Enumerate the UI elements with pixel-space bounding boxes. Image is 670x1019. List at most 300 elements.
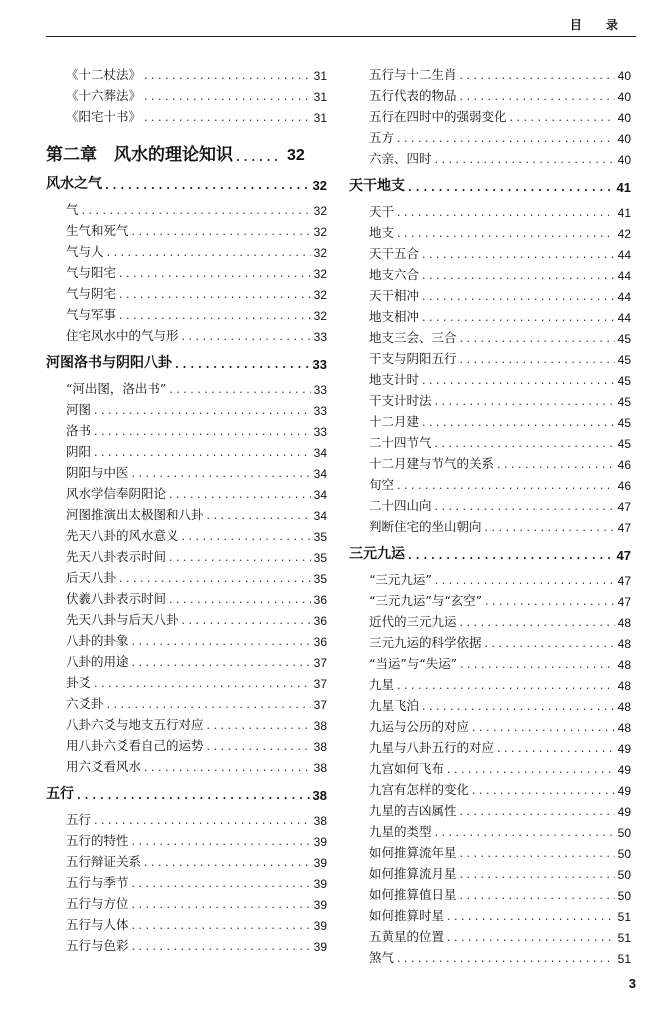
toc-entry-page: 31 [313, 90, 327, 104]
toc-entry-page: 47 [617, 595, 631, 609]
toc-entry [349, 588, 631, 609]
toc-entry-page: 32 [312, 178, 327, 193]
dot-leader [207, 509, 311, 523]
dot-leader [144, 111, 311, 125]
toc-entry [46, 104, 327, 125]
dot-leader [422, 290, 615, 304]
toc-entry [349, 693, 631, 714]
toc-entry-page: 31 [313, 69, 327, 83]
toc-entry-page: 34 [313, 509, 327, 523]
dot-leader [435, 574, 615, 588]
toc-entry-title: 天干 [369, 204, 395, 219]
toc-entry [349, 62, 631, 83]
toc-entry-page: 51 [617, 931, 631, 945]
toc-entry-title: 气与阴宅 [66, 286, 117, 301]
dot-leader [169, 488, 311, 502]
toc-entry-page: 40 [617, 111, 631, 125]
toc-entry-page: 48 [617, 700, 631, 714]
toc-entry-page: 44 [617, 269, 631, 283]
dot-leader [119, 267, 311, 281]
toc-entry-title: 天干地支 [349, 178, 405, 194]
toc-entry [349, 493, 631, 514]
dot-leader [447, 910, 615, 924]
toc-entry [46, 607, 327, 628]
toc-entry-title: 河图 [66, 402, 92, 417]
toc-entry [46, 649, 327, 670]
toc-right-column [349, 62, 631, 966]
toc-entry [46, 628, 327, 649]
toc-entry [46, 302, 327, 323]
toc-section [349, 541, 631, 563]
dot-leader [132, 940, 311, 954]
toc-entry-title: 气与人 [66, 244, 104, 259]
toc-entry-page: 34 [313, 488, 327, 502]
dot-leader [460, 332, 615, 346]
toc-entry-page: 38 [313, 814, 327, 828]
toc-entry-title: 地支 [369, 225, 395, 240]
toc-entry [46, 733, 327, 754]
dot-leader [397, 679, 615, 693]
toc-entry-page: 31 [313, 111, 327, 125]
toc-entry-title: 五行与人体 [66, 917, 129, 932]
toc-entry-page: 37 [313, 677, 327, 691]
toc-entry-title: 先天八卦表示时间 [66, 549, 167, 564]
toc-entry-title: 九星的吉凶属性 [369, 803, 457, 818]
dot-leader [182, 614, 311, 628]
dot-leader [497, 742, 615, 756]
toc-entry-title: 生气和死气 [66, 223, 129, 238]
toc-entry-title: 八卦六爻与地支五行对应 [66, 717, 204, 732]
toc-entry-title: 地支计时 [369, 372, 420, 387]
toc-entry-page: 38 [312, 788, 327, 803]
dot-leader [397, 952, 615, 966]
toc-entry [46, 197, 327, 218]
dot-leader [460, 353, 615, 367]
dot-leader [94, 404, 311, 418]
toc-entry [46, 323, 327, 344]
toc-entry-title: 十二月建 [369, 414, 420, 429]
dot-leader [132, 656, 311, 670]
toc-entry [349, 199, 631, 220]
dot-leader [132, 877, 311, 891]
toc-entry [46, 849, 327, 870]
dot-leader [510, 111, 615, 125]
toc-entry-page: 44 [617, 248, 631, 262]
toc-entry [46, 239, 327, 260]
dot-leader [182, 530, 311, 544]
toc-entry-page: 39 [313, 856, 327, 870]
dot-leader [132, 835, 311, 849]
toc-entry [349, 104, 631, 125]
toc-entry-title: 河图洛书与阴阳八卦 [46, 355, 172, 371]
dot-leader [460, 889, 615, 903]
toc-entry-page: 45 [617, 437, 631, 451]
toc-entry [349, 945, 631, 966]
toc-entry-title: 先天八卦的风水意义 [66, 528, 179, 543]
toc-entry-title: 九星与八卦五行的对应 [369, 740, 495, 755]
toc-entry-page: 50 [617, 868, 631, 882]
dot-leader [435, 395, 615, 409]
dot-leader [460, 805, 615, 819]
toc-entry [349, 714, 631, 735]
toc-entry-page: 47 [617, 521, 631, 535]
dot-leader [397, 479, 615, 493]
toc-entry-title: 六爻卦 [66, 696, 104, 711]
toc-entry-page: 37 [313, 698, 327, 712]
toc-entry [46, 754, 327, 775]
toc-entry [349, 651, 631, 672]
toc-entry-page: 35 [313, 530, 327, 544]
toc-chapter [46, 135, 327, 165]
dot-leader [460, 90, 615, 104]
toc-entry-page: 48 [617, 721, 631, 735]
toc-entry-page: 45 [617, 374, 631, 388]
dot-leader [207, 719, 311, 733]
dot-leader [207, 740, 311, 754]
toc-entry-page: 48 [617, 658, 631, 672]
toc-entry-title: 五行 [66, 812, 92, 827]
toc-entry-page: 36 [313, 635, 327, 649]
toc-entry [46, 565, 327, 586]
dot-leader [460, 616, 615, 630]
dot-leader [435, 500, 615, 514]
toc-entry [349, 367, 631, 388]
toc-entry-page: 45 [617, 353, 631, 367]
toc-entry-title: 三元九运的科学依据 [369, 635, 482, 650]
toc-entry [46, 439, 327, 460]
dot-leader [460, 868, 615, 882]
toc-entry-title: 《十二杖法》 [66, 67, 142, 82]
toc-entry [46, 670, 327, 691]
dot-leader [397, 132, 615, 146]
toc-entry-page: 33 [313, 383, 327, 397]
toc-entry-page: 40 [617, 69, 631, 83]
toc-entry-title: “当运”与“失运” [369, 656, 458, 671]
dot-leader [144, 761, 311, 775]
toc-entry-title: 卦爻 [66, 675, 92, 690]
toc-entry-title: 气 [66, 202, 79, 217]
toc-entry-page: 49 [617, 763, 631, 777]
toc-entry-title: 六亲、四时 [369, 151, 432, 166]
toc-entry-page: 32 [313, 225, 327, 239]
toc-entry [46, 397, 327, 418]
toc-entry-page: 49 [617, 742, 631, 756]
dot-leader [119, 572, 311, 586]
toc-entry-title: 九星 [369, 677, 395, 692]
toc-entry-title: 地支三会、三合 [369, 330, 457, 345]
dot-leader [472, 784, 615, 798]
dot-leader [175, 358, 310, 372]
toc-entry-page: 44 [617, 290, 631, 304]
page-header [46, 10, 636, 37]
toc-entry [46, 418, 327, 439]
toc-entry-page: 47 [617, 574, 631, 588]
dot-leader [408, 181, 614, 195]
toc-entry [349, 819, 631, 840]
dot-leader [77, 789, 310, 803]
toc-entry [46, 502, 327, 523]
toc-entry-page: 44 [617, 311, 631, 325]
toc-entry-title: 地支六合 [369, 267, 420, 282]
toc-entry [349, 83, 631, 104]
toc-entry [46, 62, 327, 83]
toc-entry [46, 807, 327, 828]
toc-entry-page: 39 [313, 940, 327, 954]
toc-entry-page: 39 [313, 877, 327, 891]
toc-entry-page: 51 [617, 952, 631, 966]
toc-entry [46, 586, 327, 607]
toc-entry-title: 先天八卦与后天八卦 [66, 612, 179, 627]
toc-entry-title: 九宫有怎样的变化 [369, 782, 470, 797]
toc-entry-title: 如何推算流年星 [369, 845, 457, 860]
toc-entry-title: 判断住宅的坐山朝向 [369, 519, 482, 534]
toc-entry [349, 735, 631, 756]
toc-entry [46, 260, 327, 281]
dot-leader [397, 227, 615, 241]
toc-entry [349, 146, 631, 167]
toc-entry-title: 河图推演出太极图和八卦 [66, 507, 204, 522]
toc-entry-page: 40 [617, 90, 631, 104]
toc-entry [349, 672, 631, 693]
toc-entry-page: 32 [313, 267, 327, 281]
toc-entry [349, 346, 631, 367]
toc-entry-page: 32 [313, 246, 327, 260]
dot-leader [435, 826, 615, 840]
toc-entry-page: 32 [313, 309, 327, 323]
toc-entry [349, 630, 631, 651]
dot-leader [144, 69, 311, 83]
dot-leader [435, 437, 615, 451]
toc-entry [349, 472, 631, 493]
toc-entry [46, 218, 327, 239]
toc-entry-title: 用六爻看风水 [66, 759, 142, 774]
dot-leader [169, 383, 310, 397]
toc-entry-page: 50 [617, 826, 631, 840]
dot-leader [422, 248, 615, 262]
toc-entry-page: 47 [617, 500, 631, 514]
dot-leader [94, 677, 311, 691]
toc-entry-title: 住宅风水中的气与形 [66, 328, 179, 343]
toc-entry-page: 39 [313, 898, 327, 912]
toc-entry-page: 50 [617, 847, 631, 861]
toc-entry-title: 阴阳 [66, 444, 92, 459]
toc-entry-title: 五行的特性 [66, 833, 129, 848]
toc-entry [46, 460, 327, 481]
toc-entry-page: 37 [313, 656, 327, 670]
toc-entry [46, 544, 327, 565]
toc-entry-title: 气与阳宅 [66, 265, 117, 280]
dot-leader [144, 856, 311, 870]
toc-entry-page: 33 [312, 357, 327, 372]
toc-section [46, 350, 327, 372]
dot-leader [132, 898, 311, 912]
toc-entry-title: 五行与十二生肖 [369, 67, 457, 82]
toc-entry-title: “河出图，洛出书” [66, 381, 167, 396]
dot-leader [119, 309, 311, 323]
toc-entry-title: 干支与阴阳五行 [369, 351, 457, 366]
toc-entry [349, 924, 631, 945]
toc-entry-title: 风水之气 [46, 176, 102, 192]
toc-entry-title: 如何推算流月星 [369, 866, 457, 881]
toc-entry-title: 后天八卦 [66, 570, 117, 585]
toc-entry-page: 34 [313, 446, 327, 460]
toc-entry [349, 241, 631, 262]
toc-entry-title: 《十六葬法》 [66, 88, 142, 103]
dot-leader [132, 467, 311, 481]
toc-entry [349, 325, 631, 346]
toc-entry-title: 第二章 风水的理论知识 [46, 145, 233, 165]
toc-entry-page: 35 [313, 551, 327, 565]
dot-leader [94, 425, 311, 439]
toc-entry [46, 933, 327, 954]
toc-entry-title: “三元九运”与“玄空” [369, 593, 483, 608]
dot-leader [132, 225, 311, 239]
dot-leader [460, 69, 615, 83]
toc-entry-title: 旬空 [369, 477, 395, 492]
toc-entry-page: 38 [313, 740, 327, 754]
toc-entry-page: 40 [617, 153, 631, 167]
dot-leader [460, 847, 615, 861]
toc-entry-page: 38 [313, 719, 327, 733]
toc-entry-page: 34 [313, 467, 327, 481]
dot-leader [94, 446, 311, 460]
dot-leader [397, 206, 615, 220]
toc-entry-page: 40 [617, 132, 631, 146]
dot-leader [107, 246, 311, 260]
toc-entry [349, 861, 631, 882]
dot-leader [422, 269, 615, 283]
dot-leader [497, 458, 615, 472]
toc-entry-title: 《阳宅十书》 [66, 109, 142, 124]
toc-entry-title: 五行与季节 [66, 875, 129, 890]
toc-entry [46, 481, 327, 502]
dot-leader [485, 637, 615, 651]
dot-leader [94, 814, 311, 828]
toc-left-column [46, 62, 327, 954]
dot-leader [485, 521, 615, 535]
dot-leader [236, 151, 280, 165]
toc-entry-title: 九星飞泊 [369, 698, 420, 713]
header-title: 目 录 [569, 18, 628, 32]
dot-leader [169, 551, 311, 565]
toc-entry-title: 五行代表的物品 [369, 88, 457, 103]
dot-leader [422, 416, 615, 430]
toc-entry-page: 48 [617, 637, 631, 651]
toc-entry [349, 430, 631, 451]
toc-entry-page: 42 [617, 227, 631, 241]
toc-entry-page: 48 [617, 616, 631, 630]
toc-entry-title: 用八卦六爻看自己的运势 [66, 738, 204, 753]
dot-leader [144, 90, 311, 104]
toc-entry-page: 36 [313, 593, 327, 607]
toc-entry-title: 五黄星的位置 [369, 929, 445, 944]
toc-entry-title: 十二月建与节气的关系 [369, 456, 495, 471]
toc-entry [349, 283, 631, 304]
dot-leader [107, 698, 311, 712]
dot-leader [447, 931, 615, 945]
toc-entry-title: 五行辩证关系 [66, 854, 142, 869]
toc-entry-title: 伏羲八卦表示时间 [66, 591, 167, 606]
toc-entry-title: 煞气 [369, 950, 395, 965]
toc-entry-page: 48 [617, 679, 631, 693]
dot-leader [119, 288, 311, 302]
toc-entry [46, 691, 327, 712]
dot-leader [132, 919, 311, 933]
toc-entry-page: 35 [313, 572, 327, 586]
toc-entry-page: 39 [313, 835, 327, 849]
dot-leader [169, 593, 311, 607]
toc-entry-page: 33 [313, 425, 327, 439]
toc-entry [349, 777, 631, 798]
toc-entry [46, 870, 327, 891]
toc-entry-page: 32 [313, 288, 327, 302]
dot-leader [447, 763, 615, 777]
toc-entry-title: 气与军事 [66, 307, 117, 322]
toc-entry-page: 49 [617, 805, 631, 819]
toc-entry-title: 三元九运 [349, 546, 405, 562]
toc-entry [349, 125, 631, 146]
toc-entry-page: 41 [617, 206, 631, 220]
dot-leader [132, 635, 311, 649]
toc-entry-title: 九宫如何飞布 [369, 761, 445, 776]
toc-entry-page: 45 [617, 395, 631, 409]
toc-entry [349, 756, 631, 777]
toc-entry-title: 洛书 [66, 423, 92, 438]
toc-entry [349, 514, 631, 535]
dot-leader [422, 374, 615, 388]
toc-entry [349, 220, 631, 241]
toc-entry-page: 50 [617, 889, 631, 903]
toc-entry-page: 33 [313, 404, 327, 418]
toc-entry-title: 风水学信奉阴阳论 [66, 486, 167, 501]
toc-entry-title: 二十四山向 [369, 498, 432, 513]
toc-entry [349, 567, 631, 588]
dot-leader [422, 311, 615, 325]
page-number: 3 [628, 976, 636, 991]
toc-entry-page: 36 [313, 614, 327, 628]
toc-entry-page: 49 [617, 784, 631, 798]
toc-entry [46, 83, 327, 104]
toc-entry [349, 388, 631, 409]
dot-leader [435, 153, 615, 167]
toc-entry-title: 五行 [46, 786, 74, 802]
toc-entry-title: 天干相冲 [369, 288, 420, 303]
toc-entry [46, 828, 327, 849]
toc-entry-page: 41 [616, 180, 631, 195]
toc-entry-title: 如何推算时星 [369, 908, 445, 923]
toc-entry [46, 523, 327, 544]
toc-section [46, 781, 327, 803]
toc-entry [349, 609, 631, 630]
toc-section [46, 171, 327, 193]
dot-leader [408, 549, 614, 563]
toc-entry-title: 九星的类型 [369, 824, 432, 839]
toc-entry [46, 376, 327, 397]
dot-leader [460, 658, 615, 672]
toc-entry-page: 39 [313, 919, 327, 933]
toc-entry [349, 409, 631, 430]
toc-entry [349, 903, 631, 924]
toc-entry-title: 二十四节气 [369, 435, 432, 450]
toc-entry-title: 五方 [369, 130, 395, 145]
toc-entry-page: 38 [313, 761, 327, 775]
toc-entry [46, 281, 327, 302]
toc-entry [349, 840, 631, 861]
toc-entry-title: 干支计时法 [369, 393, 432, 408]
toc-entry [46, 891, 327, 912]
dot-leader [82, 204, 311, 218]
toc-entry-page: 47 [616, 548, 631, 563]
